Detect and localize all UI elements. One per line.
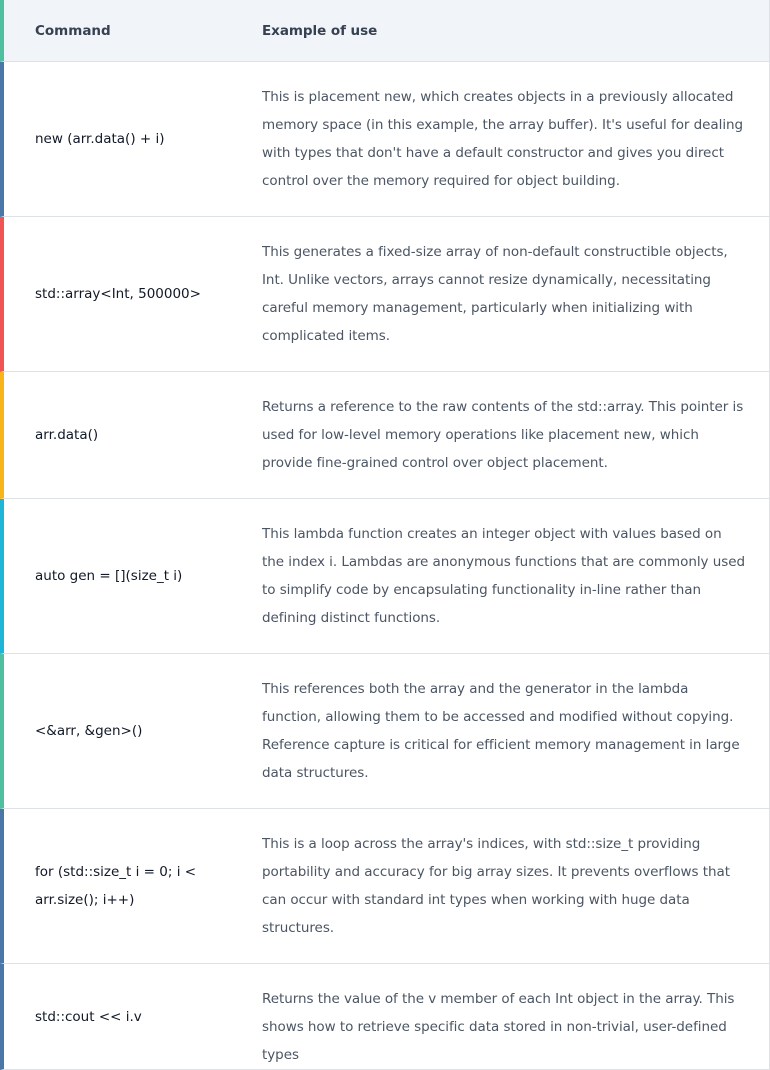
example-cell: Returns a reference to the raw contents of the std::array. This pointer is used for low-level memory operations like placement new, which provide fine-grained control over object placement. <box>262 399 744 471</box>
example-cell: This is a loop across the array's indices, with std::size_t providing portability and accuracy for big array sizes. It prevents overflows that can occur with standard int types when working with huge data structures. <box>262 836 730 936</box>
example-cell: Returns the value of the v member of each Int object in the array. This shows how to retrieve specific data stored in non-trivial, user-defined types <box>262 991 735 1063</box>
command-cell: std::cout << i.v <box>35 1008 142 1025</box>
table-row <box>0 217 770 372</box>
table-row <box>0 964 770 1070</box>
table-header-row <box>0 0 770 62</box>
example-column-header: Example of use <box>262 22 378 39</box>
table-row <box>0 499 770 654</box>
command-cell: auto gen = [](size_t i) <box>35 568 183 584</box>
command-cell: std::array<Int, 500000> <box>35 286 201 302</box>
example-cell: This lambda function creates an integer object with values based on the index i. Lambdas are anonymous functions that are commonly used to simplify code by encapsulating functionality in-line rather than defining distinct functions. <box>262 526 745 626</box>
example-cell: This is placement new, which creates objects in a previously allocated memory space (in this example, the array buffer). It's useful for dealing with types that don't have a default constructor and gives you direct control over the memory required for object building. <box>262 89 744 189</box>
command-column-header: Command <box>35 22 111 39</box>
command-cell: arr.data() <box>35 427 99 443</box>
example-cell: This generates a fixed-size array of non-default constructible objects, Int. Unlike vectors, arrays cannot resize dynamically, necessitating careful memory management, particularly when initializing with complicated items. <box>262 244 728 344</box>
command-cell: for (std::size_t i = 0; i < arr.size(); i++) <box>35 864 197 908</box>
table-row <box>0 62 770 217</box>
command-cell: <&arr, &gen>() <box>35 723 143 739</box>
example-cell: This references both the array and the generator in the lambda function, allowing them to be accessed and modified without copying. Reference capture is critical for efficient memory management in large data structures. <box>262 681 740 781</box>
command-cell: new (arr.data() + i) <box>35 131 165 147</box>
table-row <box>0 654 770 809</box>
table-row <box>0 372 770 499</box>
table-row <box>0 809 770 964</box>
